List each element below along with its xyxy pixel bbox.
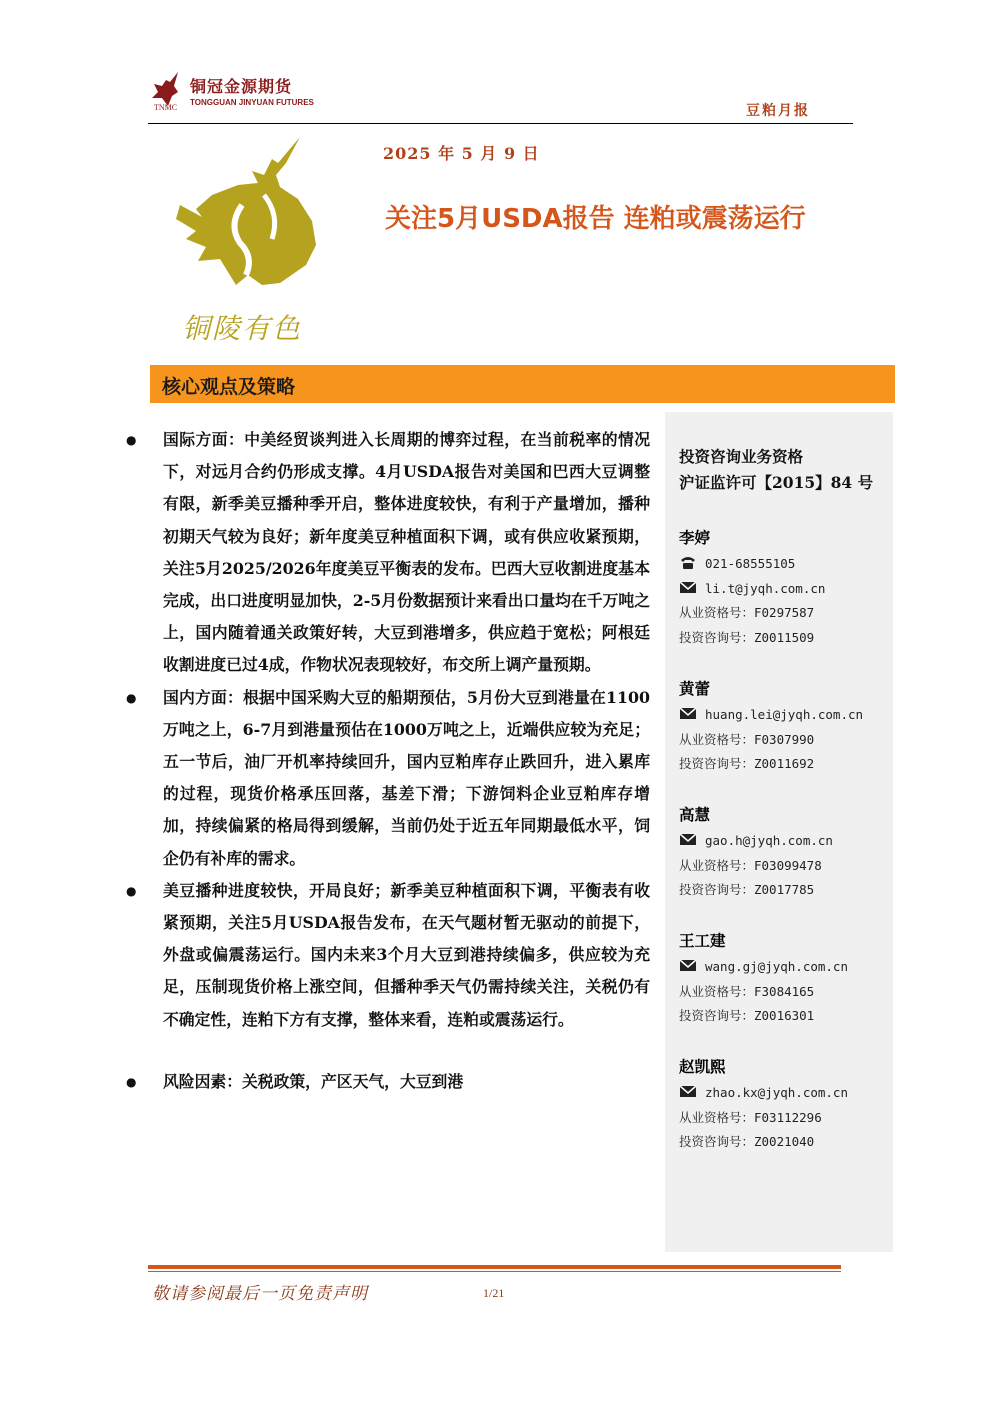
bullet-icon: ● bbox=[126, 433, 137, 447]
bullet-icon: ● bbox=[126, 690, 137, 705]
practice-number: 从业资格号：F03099478 bbox=[679, 857, 822, 873]
license-line: 沪证监许可【2015】84 号 bbox=[679, 473, 874, 492]
mail-icon bbox=[679, 958, 697, 973]
brand-emblem bbox=[168, 135, 318, 350]
practice-number: 从业资格号：F03112296 bbox=[679, 1109, 822, 1125]
analyst-name: 李婷 bbox=[679, 529, 711, 547]
analyst-email[interactable]: wang.gj@jyqh.com.cn bbox=[679, 955, 889, 980]
analyst-name: 高慧 bbox=[679, 806, 711, 824]
phone-icon bbox=[679, 555, 697, 570]
mail-icon bbox=[679, 706, 697, 721]
company-name-cn: 铜冠金源期货 bbox=[190, 77, 293, 96]
bullet-text: 国内方面：根据中国采购大豆的船期预估，5月份大豆到港量在1100万吨之上，6-7月到港量预估在1000万吨之上，近端供应较为充足；五一节后，油厂开机率持续回升，国内豆粕库存止跌回升，进入累库的过程，现货价格承压回落，基差下滑；下游饲料企业豆粕库存增加，持续偏紧的格局得到缓解，当前仍处于近五年同期最低水平，饲企仍有补库的需求。 bbox=[163, 687, 650, 868]
analyst-card bbox=[679, 526, 889, 650]
list-item bbox=[120, 682, 650, 875]
bullet-text: 国际方面：中美经贸谈判进入长周期的博弈过程，在当前税率的情况下，对远月合约仍形成支撑。4月USDA报告对美国和巴西大豆调整有限，新季美豆播种季开启，整体进度较快，有利于产量增加，播种初期天气较为良好；新年度美豆种植面积下调，或有供应收紧预期，关注5月2025/2026年度美豆平衡表的发布。巴西大豆收割进度基本完成，出口进度明显加快，2-5月份数据预计来看出口量均在千万吨之上，国内随着通关政策好转，大豆到港增多，供应趋于宽松；阿根廷收割进度已过4成，作物状况表现较好，布交所上调产量预期。 bbox=[163, 430, 650, 675]
advisory-number: 投资咨询号：Z0016301 bbox=[679, 1008, 815, 1023]
advisory-number: 投资咨询号：Z0011509 bbox=[679, 629, 815, 645]
practice-number: 从业资格号：F0297587 bbox=[679, 605, 815, 620]
qualification bbox=[679, 444, 873, 496]
footer-divider-thin bbox=[148, 1271, 841, 1272]
company-name-en: TONGGUAN JINYUAN FUTURES bbox=[190, 98, 314, 107]
analyst-name: 王工建 bbox=[679, 932, 726, 950]
bullet-icon: ● bbox=[126, 883, 137, 898]
report-title: 关注5月USDA报告 连粕或震荡运行 bbox=[385, 204, 806, 234]
disclaimer-note: 敬请参阅最后一页免责声明 bbox=[152, 1284, 368, 1304]
report-date: 2025 年 5 月 9 日 bbox=[383, 144, 540, 163]
analyst-card bbox=[679, 1055, 889, 1155]
list-item bbox=[120, 875, 650, 1036]
advisory-number: 投资咨询号：Z0021040 bbox=[679, 1134, 815, 1149]
company-abbr: TNMC bbox=[154, 103, 178, 112]
page-number: 1/21 bbox=[483, 1286, 505, 1300]
practice-number: 从业资格号：F0307990 bbox=[679, 731, 815, 747]
analyst-email[interactable]: gao.h@jyqh.com.cn bbox=[679, 829, 889, 854]
section-title: 核心观点及策略 bbox=[162, 376, 296, 398]
section-header bbox=[150, 365, 895, 403]
analyst-email[interactable]: li.t@jyqh.com.cn bbox=[679, 577, 889, 602]
advisory-number: 投资咨询号：Z0011692 bbox=[679, 756, 815, 771]
mail-icon bbox=[679, 832, 697, 847]
report-type: 豆粕月报 bbox=[746, 103, 810, 119]
core-views-list bbox=[120, 424, 650, 1098]
analyst-card bbox=[679, 929, 889, 1029]
practice-number: 从业资格号：F3084165 bbox=[679, 983, 815, 999]
analyst-phone: 021-68555105 bbox=[679, 552, 889, 577]
footer-divider bbox=[148, 1265, 841, 1269]
header-divider bbox=[148, 123, 853, 124]
bullet-text: 风险因素：关税政策，产区天气，大豆到港 bbox=[163, 1071, 464, 1091]
company-logo bbox=[148, 70, 318, 116]
brand-calligraphy: 铜陵有色 bbox=[182, 312, 303, 345]
list-item bbox=[120, 1066, 650, 1098]
analyst-name: 黄蕾 bbox=[679, 680, 711, 698]
mail-icon bbox=[679, 580, 697, 595]
mail-icon bbox=[679, 1084, 697, 1099]
list-item bbox=[120, 424, 650, 682]
analyst-card bbox=[679, 803, 889, 903]
analyst-email[interactable]: zhao.kx@jyqh.com.cn bbox=[679, 1081, 889, 1106]
bullet-text: 美豆播种进度较快，开局良好；新季美豆种植面积下调，平衡表有收紧预期，关注5月USDA报告发布，在天气题材暂无驱动的前提下，外盘或偏震荡运行。国内未来3个月大豆到港持续偏多，供应较为充足，压制现货价格上涨空间，但播种季天气仍需持续关注，关税仍有不确定性，连粕下方有支撑，整体来看，连粕或震荡运行。 bbox=[163, 880, 650, 1029]
analyst-email[interactable]: huang.lei@jyqh.com.cn bbox=[679, 703, 889, 728]
advisory-number: 投资咨询号：Z0017785 bbox=[679, 882, 815, 897]
bullet-icon: ● bbox=[126, 1074, 137, 1089]
analyst-card bbox=[679, 677, 889, 777]
analyst-name: 赵凯熙 bbox=[679, 1058, 726, 1076]
qualification-line: 投资咨询业务资格 bbox=[679, 447, 804, 466]
